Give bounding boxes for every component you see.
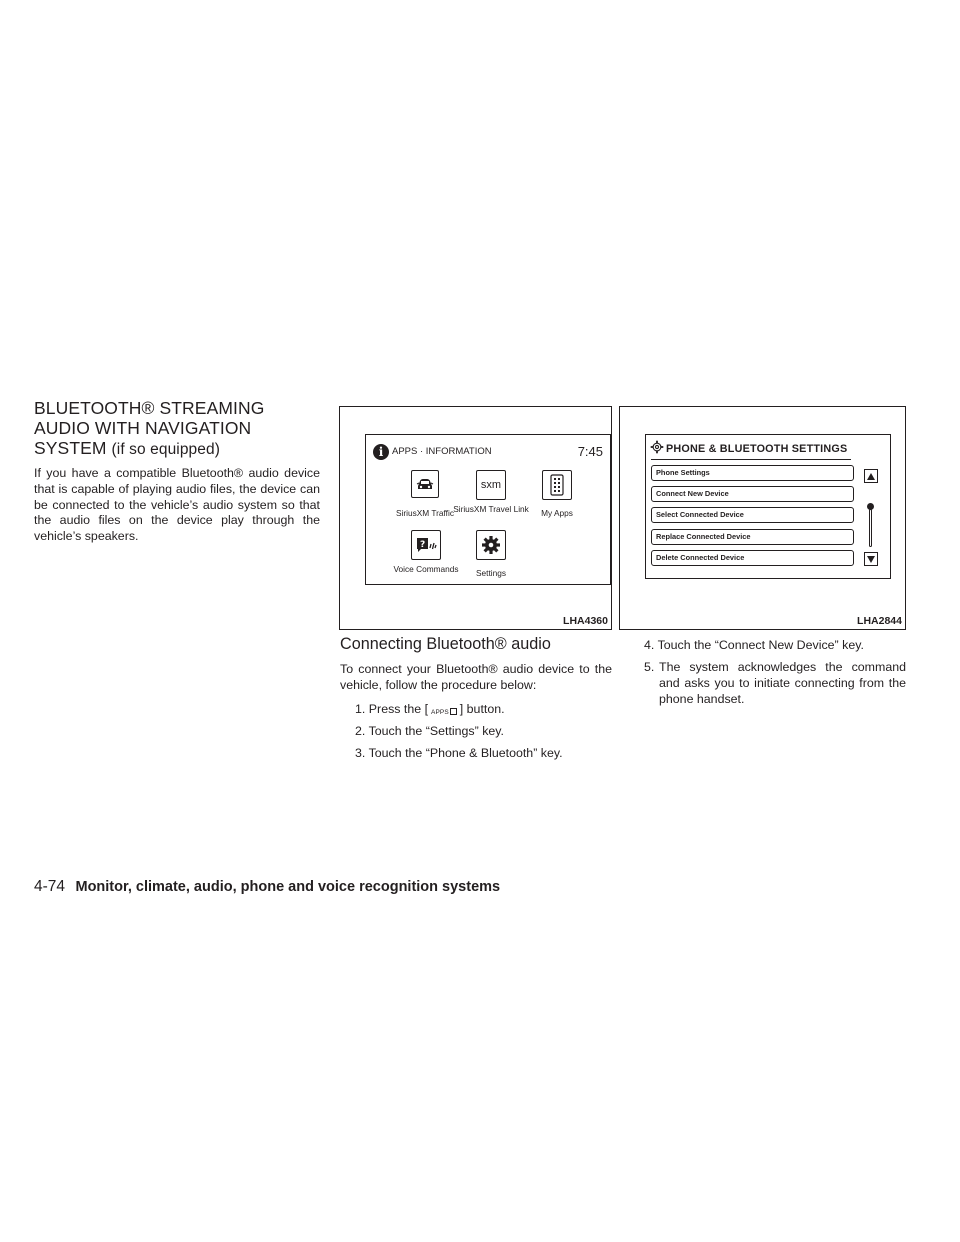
app-label-settings: Settings [476, 568, 506, 578]
info-box-icon [450, 708, 457, 715]
apps-button-symbol: APPS [431, 705, 457, 721]
svg-text:?: ? [420, 540, 426, 550]
clock: 7:45 [577, 444, 603, 459]
connect-new-device-button[interactable]: Connect New Device [651, 486, 854, 502]
triangle-up-icon [867, 473, 875, 480]
settings-gear-icon [650, 440, 664, 454]
chapter-title: Monitor, climate, audio, phone and voice recognition systems [75, 879, 501, 895]
step-number: 1. [355, 702, 366, 716]
replace-connected-device-button[interactable]: Replace Connected Device [651, 529, 854, 545]
info-icon: i [373, 444, 389, 460]
scroll-up-button[interactable] [864, 469, 878, 483]
step-1 [355, 702, 505, 720]
settings-tile[interactable] [476, 530, 506, 560]
voice-commands-tile[interactable] [411, 530, 441, 560]
my-apps-tile[interactable] [542, 470, 572, 500]
siriusxm-traffic-tile[interactable] [411, 470, 439, 498]
step-2 [355, 724, 504, 740]
section-title-suffix: (if so equipped) [111, 441, 220, 458]
triangle-down-icon [867, 556, 875, 563]
step-4 [644, 638, 864, 654]
select-connected-device-button[interactable]: Select Connected Device [651, 507, 854, 523]
step-1-after: ] button. [459, 702, 505, 716]
step-text: Touch the “Connect New Device” key. [657, 638, 864, 652]
gear-icon [481, 535, 501, 555]
figure-caption-lha4360: LHA4360 [563, 615, 608, 627]
scroll-down-button[interactable] [864, 552, 878, 566]
sxm-icon-text: sxm [480, 479, 502, 491]
step-5 [644, 660, 906, 707]
app-label-voice-commands: Voice Commands [393, 564, 459, 574]
figure-caption-lha2844: LHA2844 [857, 615, 902, 627]
scroll-track[interactable] [869, 509, 872, 547]
apps-screen [365, 434, 611, 585]
step-number: 3. [355, 746, 366, 760]
voice-command-icon [415, 536, 437, 554]
step-3 [355, 746, 563, 762]
intro-paragraph: If you have a compatible Bluetooth® audio device that is capable of playing audio files, the device can be connected to the vehicle’s audio system so that the audio files on the device play through the vehicle’s speakers. [34, 466, 320, 544]
procedure-intro: To connect your Bluetooth® audio device to the vehicle, follow the procedure below: [340, 662, 612, 692]
subsection-title: Connecting Bluetooth® audio [340, 635, 551, 653]
step-number: 5. [644, 660, 655, 674]
step-1-before: Press the [ [368, 702, 429, 716]
section-title [34, 398, 324, 460]
title-divider [651, 459, 851, 460]
step-number: 2. [355, 724, 366, 738]
figure-apps-information [339, 406, 612, 630]
app-label-siriusxm-traffic: SiriusXM Traffic [396, 508, 454, 518]
phone-screen-title: PHONE & BLUETOOTH SETTINGS [666, 443, 848, 455]
car-icon [416, 477, 434, 491]
step-text: The system acknowledges the command and asks you to initiate connecting from the phone handset. [659, 660, 906, 706]
apps-screen-title: APPS · INFORMATION [392, 446, 492, 457]
phone-settings-screen [645, 434, 891, 579]
delete-connected-device-button[interactable]: Delete Connected Device [651, 550, 854, 566]
app-label-siriusxm-travel-link: SiriusXM Travel Link [453, 504, 529, 514]
figure-phone-bluetooth-settings [619, 406, 906, 630]
step-text: Touch the “Settings” key. [368, 724, 505, 738]
app-label-my-apps: My Apps [541, 508, 573, 518]
siriusxm-travel-link-tile[interactable] [476, 470, 506, 500]
phone-grid-icon [550, 474, 564, 496]
step-number: 4. [644, 638, 655, 652]
page-footer [34, 878, 500, 896]
page-number: 4-74 [34, 878, 66, 895]
section-title-main: BLUETOOTH® STREAMING AUDIO WITH NAVIGATION SYSTEM [34, 398, 265, 458]
step-text: Touch the “Phone & Bluetooth” key. [368, 746, 563, 760]
phone-settings-button[interactable]: Phone Settings [651, 465, 854, 481]
